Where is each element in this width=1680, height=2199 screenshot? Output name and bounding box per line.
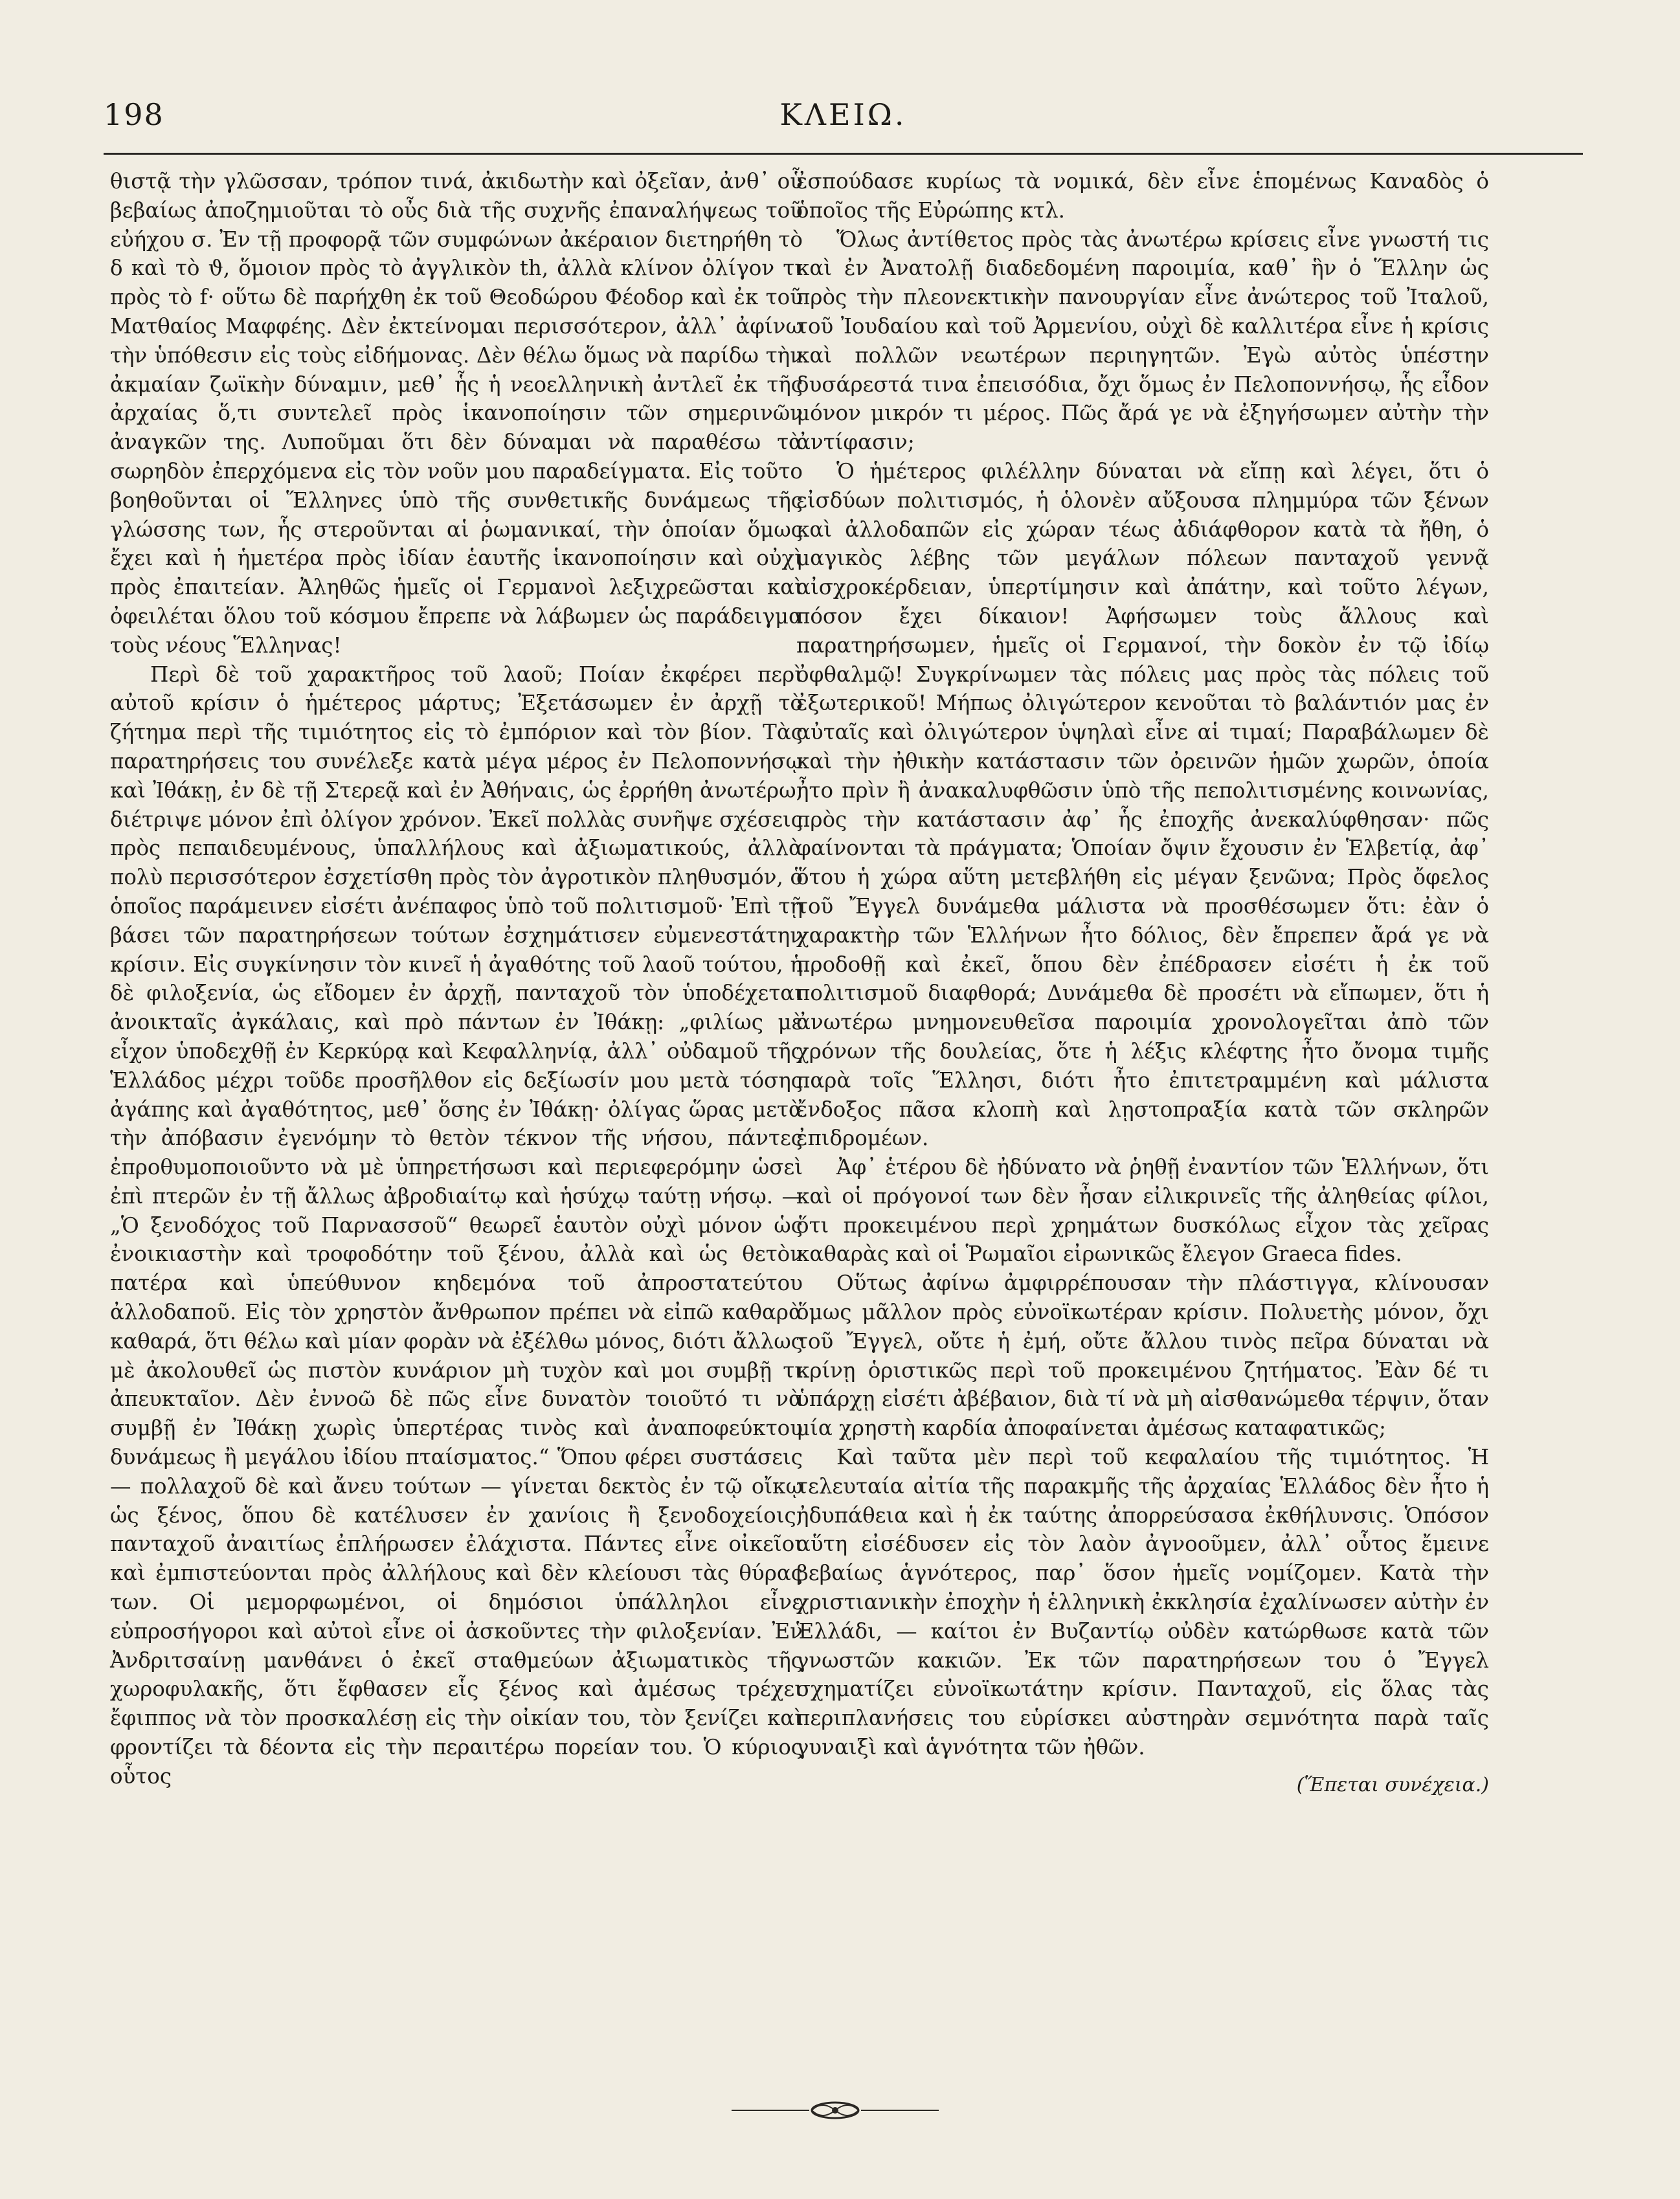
paragraph: Οὕτως ἀφίνω ἀμφιρρέπουσαν τὴν πλάστιγγα, κλίνουσαν ὅμως μᾶλλον πρὸς εὐνοϊκωτέραν κρίσιν. Πολυετὴς μόνον, ὄχι τοῦ Ἔγγελ, οὔτε ἡ ἐμή, οὔτε ἄλλου τινὸς πεῖρα δύναται νὰ κρίνῃ ὁριστικῶς περὶ τοῦ προκειμένου ζητήματος. Ἐὰν δέ τι ὑπάρχῃ εἰσέτι ἀβέβαιον, διὰ τί νὰ μὴ αἰσθανώμεθα τέρψιν, ὅταν μία χρηστὴ καρδία ἀποφαίνεται ἀμέσως καταφατικῶς; — [796, 1271, 1489, 1441]
paragraph: ἐσπούδασε κυρίως τὰ νομικά, δὲν εἶνε ἑπομένως Καναδὸς ὁ ὁποῖος τῆς Εὐρώπης κτλ. — [796, 169, 1489, 223]
paragraph: Ἀφ᾽ ἑτέρου δὲ ἠδύνατο νὰ ῥηθῇ ἐναντίον τῶν Ἑλλήνων, ὅτι καὶ οἱ πρόγονοί των δὲν ἦσαν εἰλικρινεῖς τῆς ἀληθείας φίλοι, ὅτι προκειμένου περὶ χρημάτων δυσκόλως εἶχον τὰς χεῖρας καθαρὰς καὶ οἱ Ῥωμαῖοι εἰρωνικῶς ἔλεγον Graeca fides. — [796, 1155, 1489, 1267]
continues-row — [796, 1762, 1489, 1801]
paragraph: Καὶ ταῦτα μὲν περὶ τοῦ κεφαλαίου τῆς τιμιότητος. Ἡ τελευταία αἰτία τῆς παρακμῆς τῆς ἀρχαίας Ἑλλάδος δὲν ἦτο ἡ ἠδυπάθεια καὶ ἡ ἐκ ταύτης ἀπορρεύσασα ἐκθήλυνσις. Ὁπόσον αὕτη εἰσέδυσεν εἰς τὸν λαὸν ἀγνοοῦμεν, ἀλλ᾽ οὗτος ἔμεινε βεβαίως ἁγνότερος, παρ᾽ ὅσον ἡμεῖς νομίζομεν. Κατὰ τὴν χριστιανικὴν ἐποχὴν ἡ ἑλληνικὴ ἐκκλησία ἐχαλίνωσεν αὐτὴν ἐν Ἑλλάδι, — καίτοι ἐν Βυζαντίῳ οὐδὲν κατώρθωσε κατὰ τῶν γνωστῶν κακιῶν. Ἐκ τῶν παρατηρήσεων του ὁ Ἔγγελ σχηματίζει εὐνοϊκωτάτην κρίσιν. Πανταχοῦ, εἰς ὅλας τὰς περιπλανήσεις του εὑρίσκει αὐστηρὰν σεμνότητα παρὰ ταῖς γυναιξὶ καὶ ἁγνότητα τῶν ἠθῶν. — [796, 1445, 1489, 1760]
paragraph: Περὶ δὲ τοῦ χαρακτῆρος τοῦ λαοῦ; Ποίαν ἐκφέρει περὶ αὐτοῦ κρίσιν ὁ ἡμέτερος μάρτυς; Ἐξετάσωμεν ἐν ἀρχῇ τὸ ζήτημα περὶ τῆς τιμιότητος εἰς τὸ ἐμπόριον καὶ τὸν βίον. Τὰς παρατηρήσεις του συνέλεξε κατὰ μέγα μέρος ἐν Πελοποννήσῳ καὶ Ἰθάκῃ, ἐν δὲ τῇ Στερεᾷ καὶ ἐν Ἀθήναις, ὡς ἐρρήθη ἀνωτέρω, διέτριψε μόνον ἐπὶ ὀλίγον χρόνον. Ἐκεῖ πολλὰς συνῆψε σχέσεις πρὸς πεπαιδευμένους, ὑπαλλήλους καὶ ἀξιωματικούς, ἀλλὰ πολὺ περισσότερον ἐσχετίσθη πρὸς τὸν ἀγροτικὸν πληθυσμόν, ὁ ὁποῖος παράμεινεν εἰσέτι ἀνέπαφος ὑπὸ τοῦ πολιτισμοῦ· Ἐπὶ τῇ βάσει τῶν παρατηρήσεων τούτων ἐσχημάτισεν εὐμενεστάτην κρίσιν. Εἰς συγκίνησιν τὸν κινεῖ ἡ ἀγαθότης τοῦ λαοῦ τούτου, ἡ δὲ φιλοξενία, ὡς εἴδομεν ἐν ἀρχῇ, πανταχοῦ τὸν ὑποδέχεται ἀνοικταῖς ἀγκάλαις, καὶ πρὸ πάντων ἐν Ἰθάκῃ: „φιλίως μὲ εἶχον ὑποδεχθῇ ἐν Κερκύρᾳ καὶ Κεφαλληνίᾳ, ἀλλ᾽ οὐδαμοῦ τῆς Ἑλλάδος μέχρι τοῦδε προσῆλθον εἰς δεξίωσίν μου μετὰ τόσης ἀγάπης καὶ ἀγαθότητος, μεθ᾽ ὅσης ἐν Ἰθάκῃ· ὀλίγας ὥρας μετὰ τὴν ἀπόβασιν ἐγενόμην τὸ θετὸν τέκνον τῆς νήσου, πάντες ἐπροθυμοποιοῦντο νὰ μὲ ὑπηρετήσωσι καὶ περιεφερόμην ὡσεὶ ἐπὶ πτερῶν ἐν τῇ ἄλλως ἀβροδιαίτῳ καὶ ἡσύχῳ ταύτῃ νήσῳ. — „Ὁ ξενοδόχος τοῦ Παρνασσοῦ“ θεωρεῖ ἑαυτὸν οὐχὶ μόνον ὡς ἐνοικιαστὴν καὶ τροφοδότην τοῦ ξένου, ἀλλὰ καὶ ὡς θετὸν πατέρα καὶ ὑπεύθυνον κηδεμόνα τοῦ ἀπροστατεύτου ἀλλοδαποῦ. Εἰς τὸν χρηστὸν ἄνθρωπον πρέπει νὰ εἰπῶ καθαρὰ καθαρά, ὅτι θέλω καὶ μίαν φορὰν νὰ ἐξέλθω μόνος, διότι ἄλλως μὲ ἀκολουθεῖ ὡς πιστὸν κυνάριον μὴ τυχὸν καὶ μοι συμβῇ τι ἀπευκταῖον. Δὲν ἐννοῶ δὲ πῶς εἶνε δυνατὸν τοιοῦτό τι νὰ συμβῇ ἐν Ἰθάκῃ χωρὶς ὑπερτέρας τινὸς καὶ ἀναποφεύκτου δυνάμεως ἢ μεγάλου ἰδίου πταίσματος.“ Ὅπου φέρει συστάσεις — πολλαχοῦ δὲ καὶ ἄνευ τούτων — γίνεται δεκτὸς ἐν τῷ οἴκῳ ὡς ξένος, ὅπου δὲ κατέλυσεν ἐν χανίοις ἢ ξενοδοχείοις, πανταχοῦ ἀναιτίως ἐπλήρωσεν ἐλάχιστα. Πάντες εἶνε οἰκεῖοι καὶ ἐμπιστεύονται πρὸς ἀλλήλους καὶ δὲν κλείουσι τὰς θύρας των. Οἱ μεμορφωμένοι, οἱ δημόσιοι ὑπάλληλοι εἶνε εὐπροσήγοροι καὶ αὐτοὶ εἶνε οἱ ἀσκοῦντες τὴν φιλοξενίαν. Ἐν Ἀνδριτσαίνῃ μανθάνει ὁ ἐκεῖ σταθμεύων ἀξιωματικὸς τῆς χωροφυλακῆς, ὅτι ἔφθασεν εἷς ξένος καὶ ἀμέσως τρέχει ἔφιππος νὰ τὸν προσκαλέσῃ εἰς τὴν οἰκίαν του, τὸν ξενίζει καὶ φροντίζει τὰ δέοντα εἰς τὴν περαιτέρω πορείαν του. Ὁ κύριος οὗτος — [110, 662, 803, 1789]
paragraph: θιστᾷ τὴν γλῶσσαν, τρόπον τινά, ἀκιδωτὴν καὶ ὀξεῖαν, ἀνθ᾽ οὗ βεβαίως ἀποζημιοῦται τὸ οὖς διὰ τῆς συχνῆς ἐπαναλήψεως τοῦ εὐήχου σ. Ἐν τῇ προφορᾷ τῶν συμφώνων ἀκέραιον διετηρήθη τὸ δ καὶ τὸ ϑ, ὅμοιον πρὸς τὸ ἀγγλικὸν th, ἀλλὰ κλίνον ὀλίγον τι πρὸς τὸ f· οὕτω δὲ παρήχθη ἐκ τοῦ Θεοδώρου Φέοδορ καὶ ἐκ τοῦ Ματθαίος Μαφφέης. Δὲν ἐκτείνομαι περισσότερον, ἀλλ᾽ ἀφίνω τὴν ὑπόθεσιν εἰς τοὺς εἰδήμονας. Δὲν θέλω ὅμως νὰ παρίδω τὴν ἀκμαίαν ζωϊκὴν δύναμιν, μεθ᾽ ἧς ἡ νεοελληνικὴ ἀντλεῖ ἐκ τῆς ἀρχαίας ὅ,τι συντελεῖ πρὸς ἱκανοποίησιν τῶν σημερινῶν ἀναγκῶν της. Λυποῦμαι ὅτι δὲν δύναμαι νὰ παραθέσω τὰ σωρηδὸν ἐπερχόμενα εἰς τὸν νοῦν μου παραδείγματα. Εἰς τοῦτο βοηθοῦνται οἱ Ἕλληνες ὑπὸ τῆς συνθετικῆς δυνάμεως τῆς γλώσσης των, ἧς στεροῦνται αἱ ῥωμανικαί, τὴν ὁποίαν ὅμως ἔχει καὶ ἡ ἡμετέρα πρὸς ἰδίαν ἑαυτῆς ἱκανοποίησιν καὶ οὐχὶ πρὸς ἐπαιτείαν. Ἀληθῶς ἡμεῖς οἱ Γερμανοὶ λεξιχρεῶσται καὶ ὀφειλέται ὅλου τοῦ κόσμου ἔπρεπε νὰ λάβωμεν ὡς παράδειγμα τοὺς νέους Ἕλληνας! — [110, 169, 803, 658]
running-title: ΚΛΕΙΩ. — [779, 97, 907, 132]
continues-note: (Ἕπεται συνέχεια.) — [1296, 1773, 1489, 1796]
ornament-divider-icon — [732, 2097, 939, 2123]
page-header — [104, 97, 1583, 142]
page-number: 198 — [104, 97, 164, 132]
right-column — [796, 167, 1489, 1801]
paragraph: Ὁ ἡμέτερος φιλέλλην δύναται νὰ εἴπῃ καὶ λέγει, ὅτι ὁ εἰσδύων πολιτισμός, ἡ ὁλονὲν αὔξουσα πλημμύρα τῶν ξένων καὶ ἀλλοδαπῶν εἰς χώραν τέως ἀδιάφθορον κατὰ τὰ ἤθη, ὁ μαγικὸς λέβης τῶν μεγάλων πόλεων πανταχοῦ γεννᾷ αἰσχροκέρδειαν, ὑπερτίμησιν καὶ ἀπάτην, καὶ τοῦτο λέγων, πόσον ἔχει δίκαιον! Ἀφήσωμεν τοὺς ἄλλους καὶ παρατηρήσωμεν, ἡμεῖς οἱ Γερμανοί, τὴν δοκὸν ἐν τῷ ἰδίῳ ὀφθαλμῷ! Συγκρίνωμεν τὰς πόλεις μας πρὸς τὰς πόλεις τοῦ ἐξωτερικοῦ! Μήπως ὀλιγώτερον κενοῦται τὸ βαλάντιόν μας ἐν αὐταῖς καὶ ὀλιγώτερον ὑψηλαὶ εἶνε αἱ τιμαί; Παραβάλωμεν δὲ καὶ τὴν ἠθικὴν κατάστασιν τῶν ὀρεινῶν ἡμῶν χωρῶν, ὁποία ἦτο πρὶν ἢ ἀνακαλυφθῶσιν ὑπὸ τῆς πεπολιτισμένης κοινωνίας, πρὸς τὴν κατάστασιν ἀφ᾽ ἧς ἐποχῆς ἀνεκαλύφθησαν· πῶς φαίνονται τὰ πράγματα; Ὁποίαν ὄψιν ἔχουσιν ἐν Ἑλβετίᾳ, ἀφ᾽ ὅτου ἡ χώρα αὕτη μετεβλήθη εἰς μέγαν ξενῶνα; Πρὸς ὄφελος τοῦ Ἔγγελ δυνάμεθα μάλιστα νὰ προσθέσωμεν ὅτι: ἐὰν ὁ χαρακτὴρ τῶν Ἑλλήνων ἦτο δόλιος, δὲν ἔπρεπεν ἄρά γε νὰ προδοθῇ καὶ ἐκεῖ, ὅπου δὲν ἐπέδρασεν εἰσέτι ἡ ἐκ τοῦ πολιτισμοῦ διαφθορά; Δυνάμεθα δὲ προσέτι νὰ εἴπωμεν, ὅτι ἡ ἀνωτέρω μνημονευθεῖσα παροιμία χρονολογεῖται ἀπὸ τῶν χρόνων τῆς δουλείας, ὅτε ἡ λέξις κλέφτης ἦτο ὄνομα τιμῆς παρὰ τοῖς Ἕλλησι, διότι ἦτο ἐπιτετραμμένη καὶ μάλιστα ἔνδοξος πᾶσα κλοπὴ καὶ λῃστοπραξία κατὰ τῶν σκληρῶν ἐπιδρομέων. — [796, 458, 1489, 1151]
header-rule — [104, 153, 1583, 155]
left-column — [110, 167, 803, 1791]
paragraph: Ὅλως ἀντίθετος πρὸς τὰς ἀνωτέρω κρίσεις εἶνε γνωστή τις καὶ ἐν Ἀνατολῇ διαδεδομένη παροιμία, καθ᾽ ἣν ὁ Ἕλλην ὡς πρὸς τὴν πλεονεκτικὴν πανουργίαν εἶνε ἀνώτερος τοῦ Ἰταλοῦ, τοῦ Ἰουδαίου καὶ τοῦ Ἀρμενίου, οὐχὶ δὲ καλλιτέρα εἶνε ἡ κρίσις καὶ πολλῶν νεωτέρων περιηγητῶν. Ἐγὼ αὐτὸς ὑπέστην δυσάρεστά τινα ἐπεισόδια, ὄχι ὅμως ἐν Πελοποννήσῳ, ἧς εἶδον μόνον μικρόν τι μέρος. Πῶς ἄρά γε νὰ ἐξηγήσωμεν αὐτὴν τὴν ἀντίφασιν; — [796, 227, 1489, 455]
